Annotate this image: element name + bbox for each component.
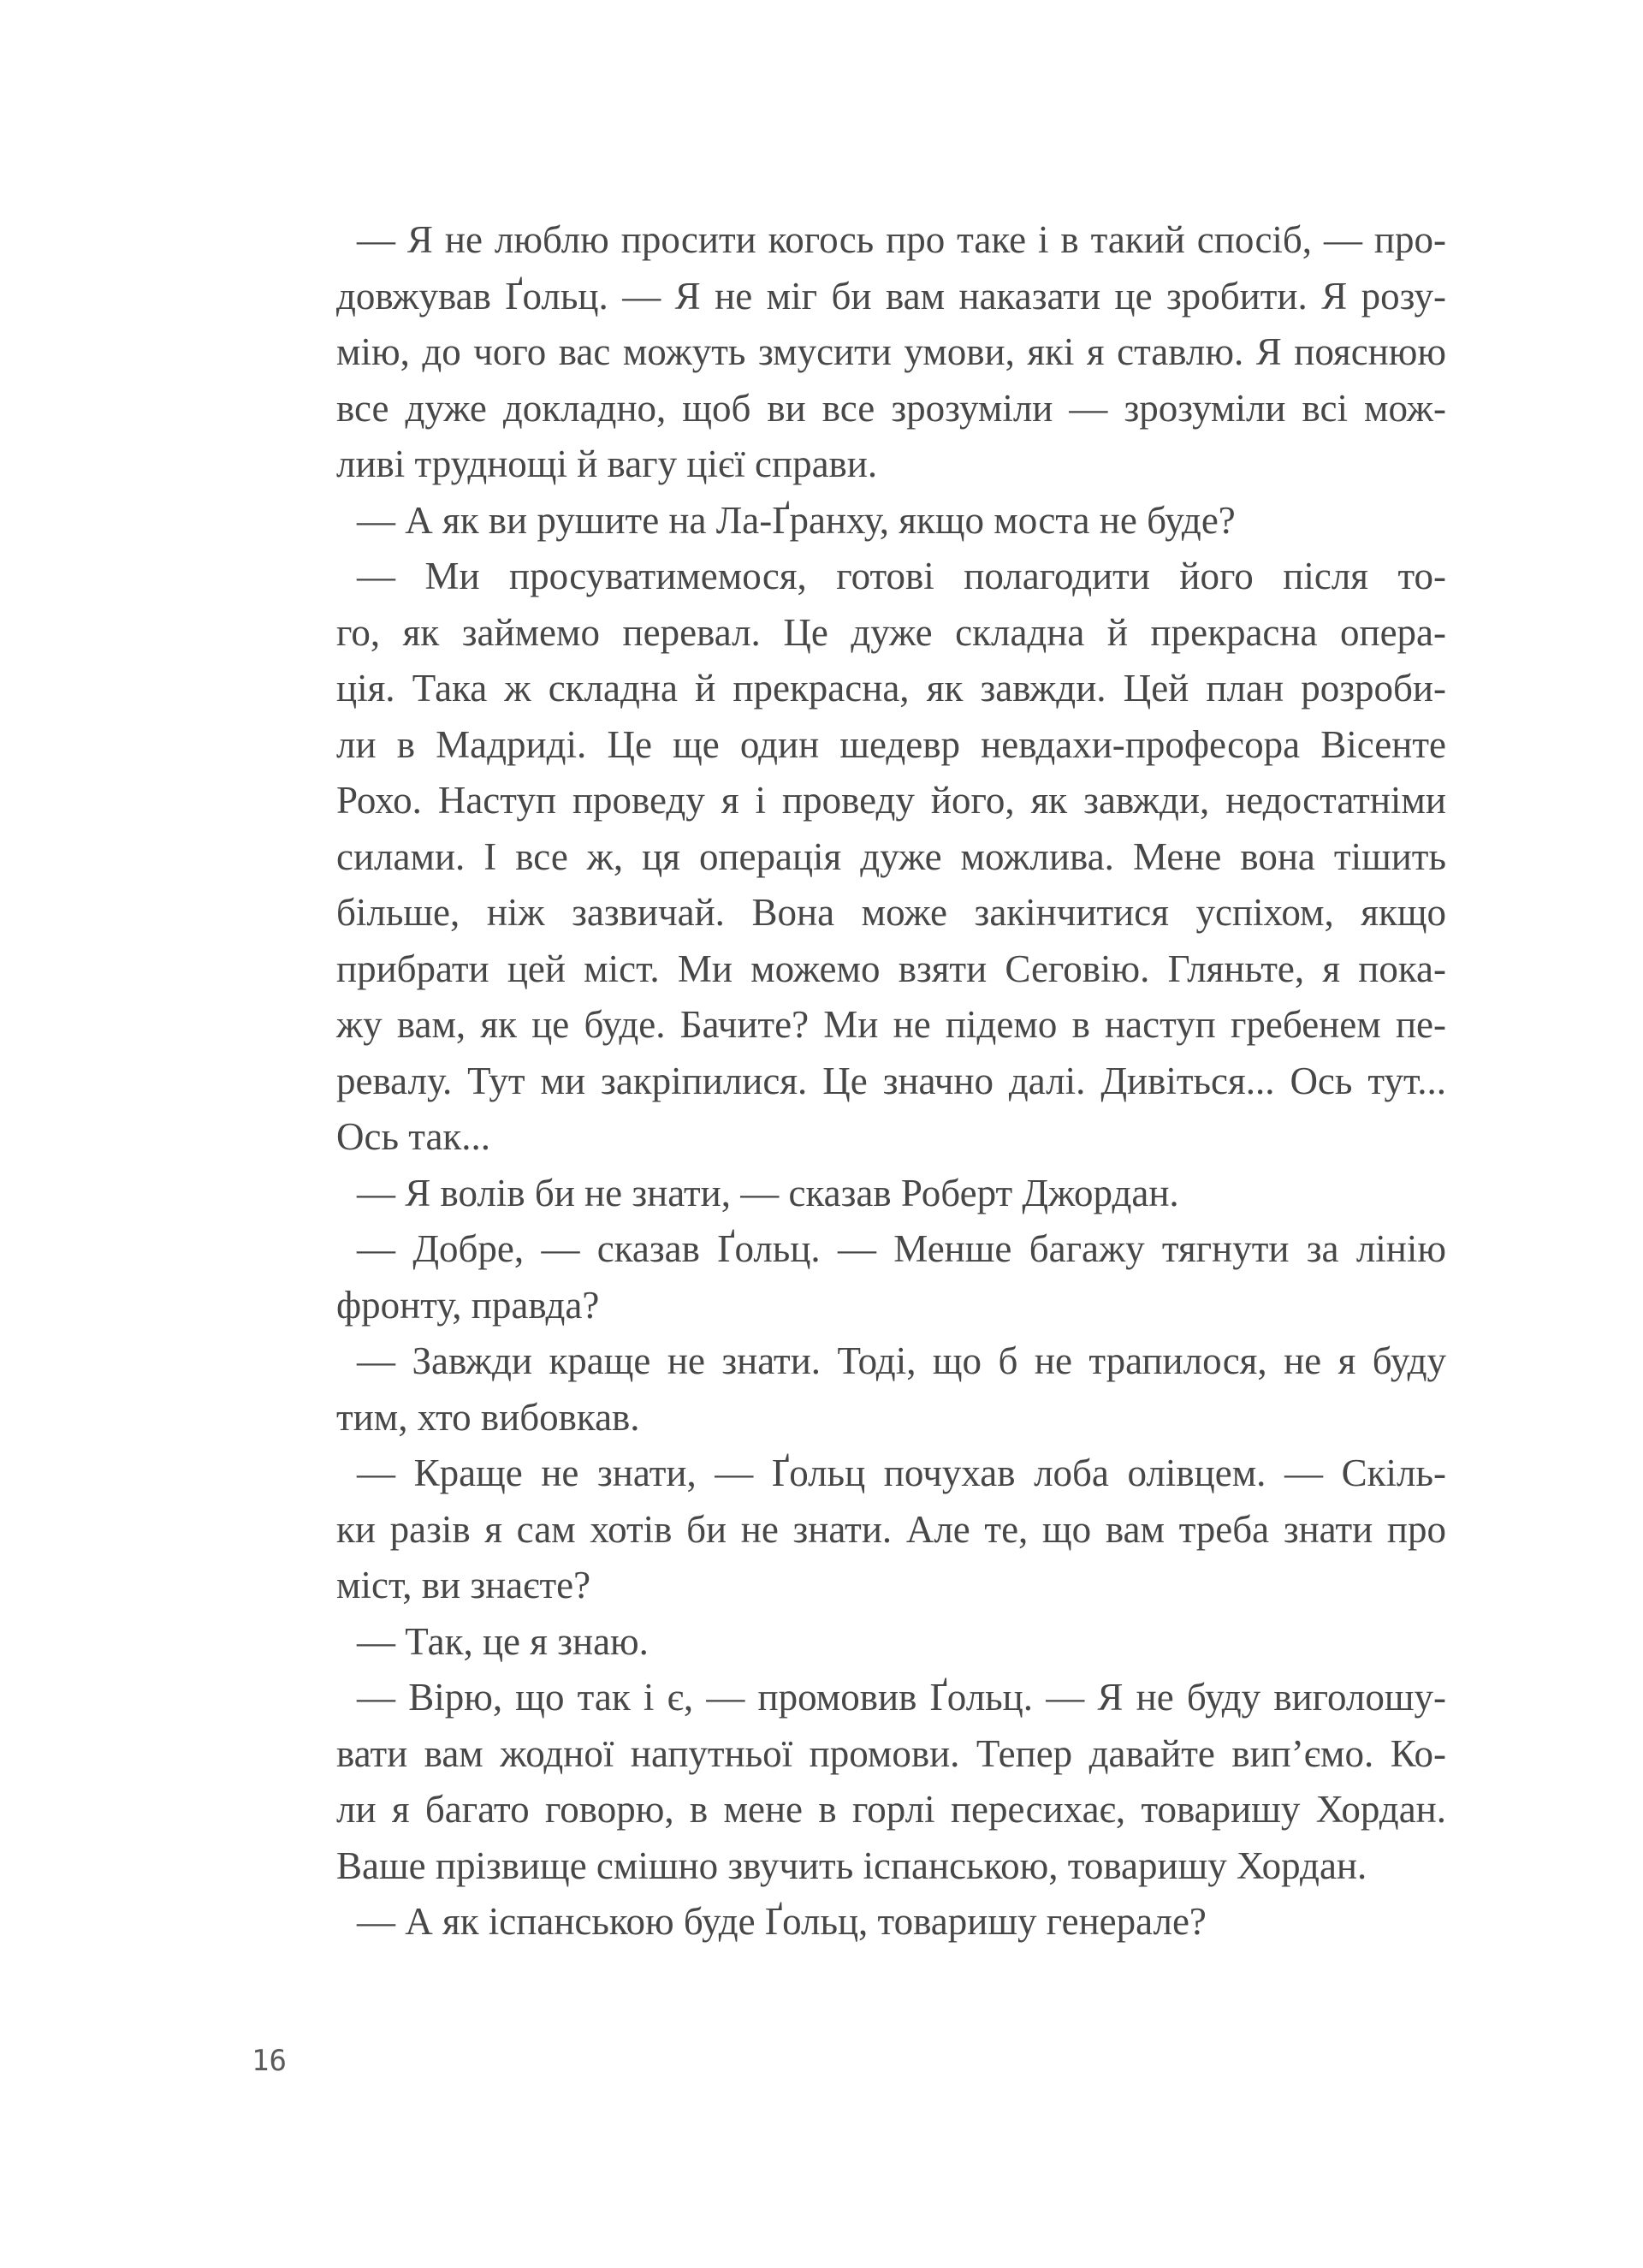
text-line: — Добре, — сказав Ґольц. — Менше багажу тягнути за лінію	[357, 1227, 1446, 1270]
text-line: — А як іспанською буде Ґольц, товаришу генерале?	[357, 1900, 1207, 1943]
text-line: Рохо. Наступ проведу я і проведу його, як завжди, недостатніми	[336, 779, 1446, 822]
text-line: ревалу. Тут ми закріпилися. Це значно далі. Дивіться... Ось тут...	[336, 1059, 1446, 1102]
text-line: го, як займемо перевал. Це дуже складна й прекрасна опера-	[336, 610, 1446, 654]
text-line: жу вам, як це буде. Бачите? Ми не підемо в наступ гребенем пе-	[336, 1003, 1446, 1046]
text-line: ли я багато говорю, в мене в горлі пересихає, товаришу Хордан.	[336, 1788, 1446, 1831]
text-line: мію, до чого вас можуть змусити умови, які я ставлю. Я пояснюю	[336, 330, 1446, 373]
text-line: силами. І все ж, ця операція дуже можлива. Мене вона тішить	[336, 834, 1446, 878]
body-text	[336, 212, 1446, 1950]
text-line: ки разів я сам хотів би не знати. Але те, що вам треба знати про	[336, 1507, 1446, 1551]
text-line: більше, ніж зазвичай. Вона може закінчитися успіхом, якщо	[336, 891, 1446, 934]
text-line: ли в Мадриді. Це ще один шедевр невдахи-професора Вісенте	[336, 722, 1446, 766]
text-line: ливі труднощі й вагу цієї справи.	[336, 442, 878, 485]
text-line: прибрати цей міст. Ми можемо взяти Сеговію. Гляньте, я пока-	[336, 947, 1446, 990]
text-line: тим, хто вибовкав.	[336, 1395, 640, 1439]
text-line: — Вірю, що так і є, — промовив Ґольц. — Я не буду виголошу-	[357, 1676, 1446, 1719]
text-line: вати вам жодної напутньої промови. Тепер давайте вип’ємо. Ко-	[336, 1731, 1446, 1775]
text-line: Ось так...	[336, 1115, 491, 1158]
text-line: Ваше прізвище смішно звучить іспанською, товаришу Хордан.	[336, 1843, 1367, 1887]
text-line: все дуже докладно, щоб ви все зрозуміли — зрозуміли всі мож-	[336, 386, 1446, 430]
text-line: довжував Ґольц. — Я не міг би вам наказати це зробити. Я розу-	[336, 274, 1446, 318]
page-number: 16	[252, 2044, 287, 2078]
text-line: фронту, правда?	[336, 1283, 600, 1327]
text-line: — Я не люблю просити когось про таке і в такий спосіб, — про-	[357, 218, 1446, 261]
text-line: ція. Така ж складна й прекрасна, як завжди. Цей план розроби-	[336, 667, 1446, 709]
text-line: — Я волів би не знати, — сказав Роберт Джордан.	[357, 1171, 1179, 1214]
text-line: — А як ви рушите на Ла-Ґранху, якщо моста не буде?	[357, 498, 1236, 542]
text-line: — Так, це я знаю.	[357, 1619, 649, 1663]
text-line: міст, ви знаєте?	[336, 1564, 591, 1606]
text-line: — Краще не знати, — Ґольц почухав лоба олівцем. — Скіль-	[357, 1452, 1446, 1494]
text-line: — Завжди краще не знати. Тоді, що б не трапилося, не я буду	[357, 1339, 1446, 1382]
text-line: — Ми просуватимемося, готові полагодити його після то-	[357, 555, 1446, 597]
